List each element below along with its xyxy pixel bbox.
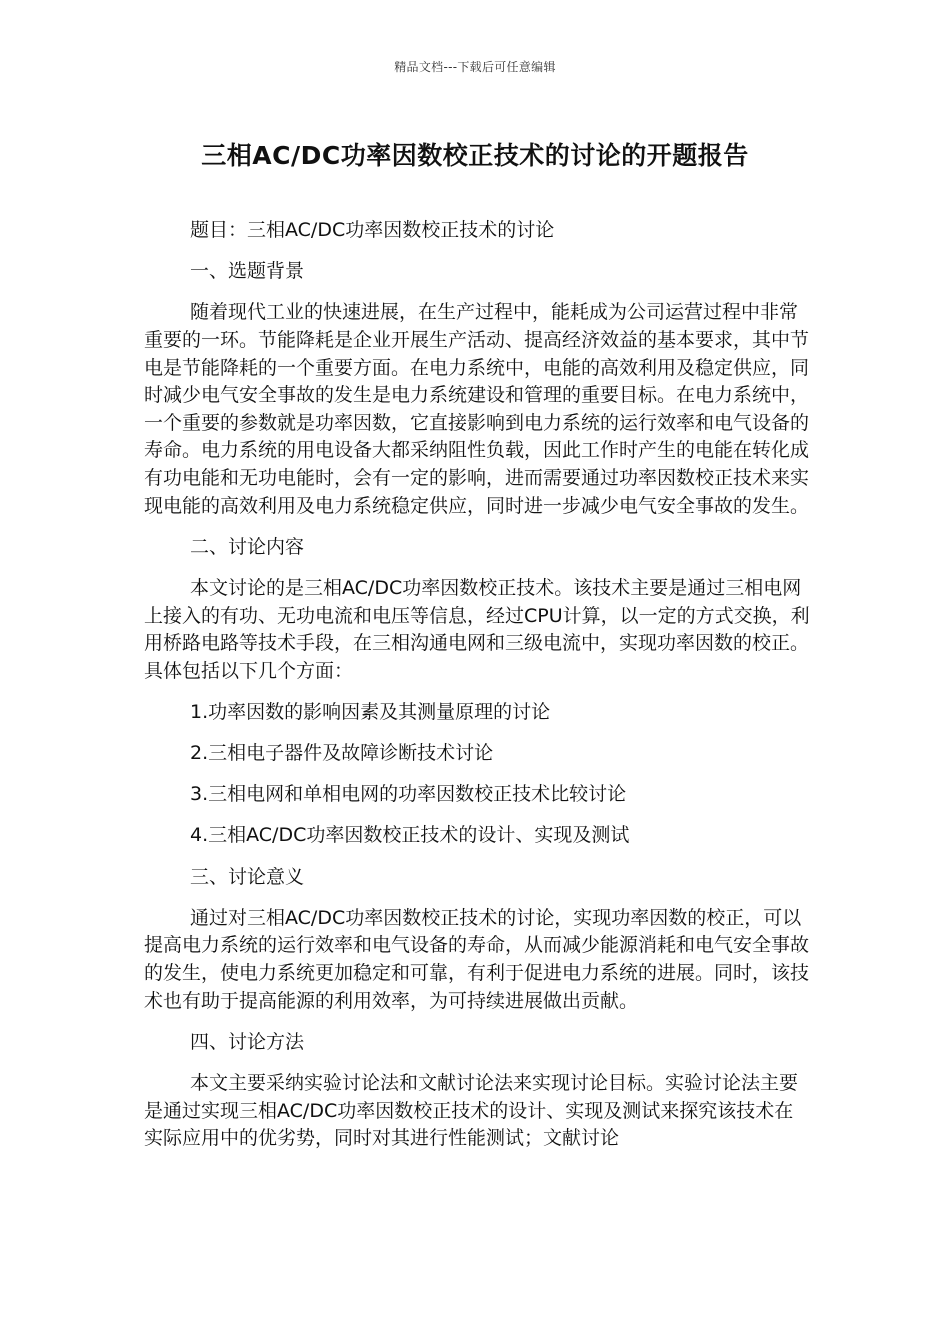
document-body — [144, 217, 810, 1153]
list-item: 1.功率因数的影响因素及其测量原理的讨论 — [190, 700, 551, 723]
section-heading-content: 二、讨论内容 — [190, 535, 305, 558]
paragraph-method: 本文主要采纳实验讨论法和文献讨论法来实现讨论目标。实验讨论法主要是通过实现三相AC/DC功率因数校正技术的设计、实现及测试来探究该技术在实际应用中的优劣势，同时对其进行性能测试；文献讨论 — [144, 1071, 799, 1150]
section-heading-method: 四、讨论方法 — [190, 1030, 305, 1053]
topic-line: 题目：三相AC/DC功率因数校正技术的讨论 — [190, 219, 555, 241]
paragraph-content: 本文讨论的是三相AC/DC功率因数校正技术。该技术主要是通过三相电网上接入的有功、无功电流和电压等信息，经过CPU计算，以一定的方式交换，利用桥路电路等技术手段，在三相沟通电网和三级电流中，实现功率因数的校正。具体包括以下几个方面： — [144, 576, 810, 682]
paragraph-background: 随着现代工业的快速进展，在生产过程中，能耗成为公司运营过程中非常重要的一环。节能降耗是企业开展生产活动、提高经济效益的基本要求，其中节电是节能降耗的一个重要方面。在电力系统中，电能的高效利用及稳定供应，同时减少电气安全事故的发生是电力系统建设和管理的重要目标。在电力系统中，一个重要的参数就是功率因数，它直接影响到电力系统的运行效率和电气设备的寿命。电力系统的用电设备大都采纳阻性负载，因此工作时产生的电能在转化成有功电能和无功电能时，会有一定的影响，进而需要通过功率因数校正技术来实现电能的高效利用及电力系统稳定供应，同时进一步减少电气安全事故的发生。 — [144, 301, 810, 517]
list-item: 2.三相电子器件及故障诊断技术讨论 — [190, 742, 494, 765]
section-heading-background: 一、选题背景 — [190, 260, 305, 283]
section-heading-significance: 三、讨论意义 — [190, 865, 305, 888]
paragraph-significance: 通过对三相AC/DC功率因数校正技术的讨论，实现功率因数的校正，可以提高电力系统的运行效率和电气设备的寿命，从而减少能源消耗和电气安全事故的发生，使电力系统更加稳定和可靠，有利于促进电力系统的进展。同时，该技术也有助于提高能源的利用效率，为可持续进展做出贡献。 — [144, 906, 810, 1012]
document-title: 三相AC/DC功率因数校正技术的讨论的开题报告 — [201, 141, 749, 170]
header-note: 精品文档---下载后可任意编辑 — [394, 60, 556, 74]
list-item: 3.三相电网和单相电网的功率因数校正技术比较讨论 — [190, 783, 627, 806]
list-item: 4.三相AC/DC功率因数校正技术的设计、实现及测试 — [190, 824, 630, 847]
